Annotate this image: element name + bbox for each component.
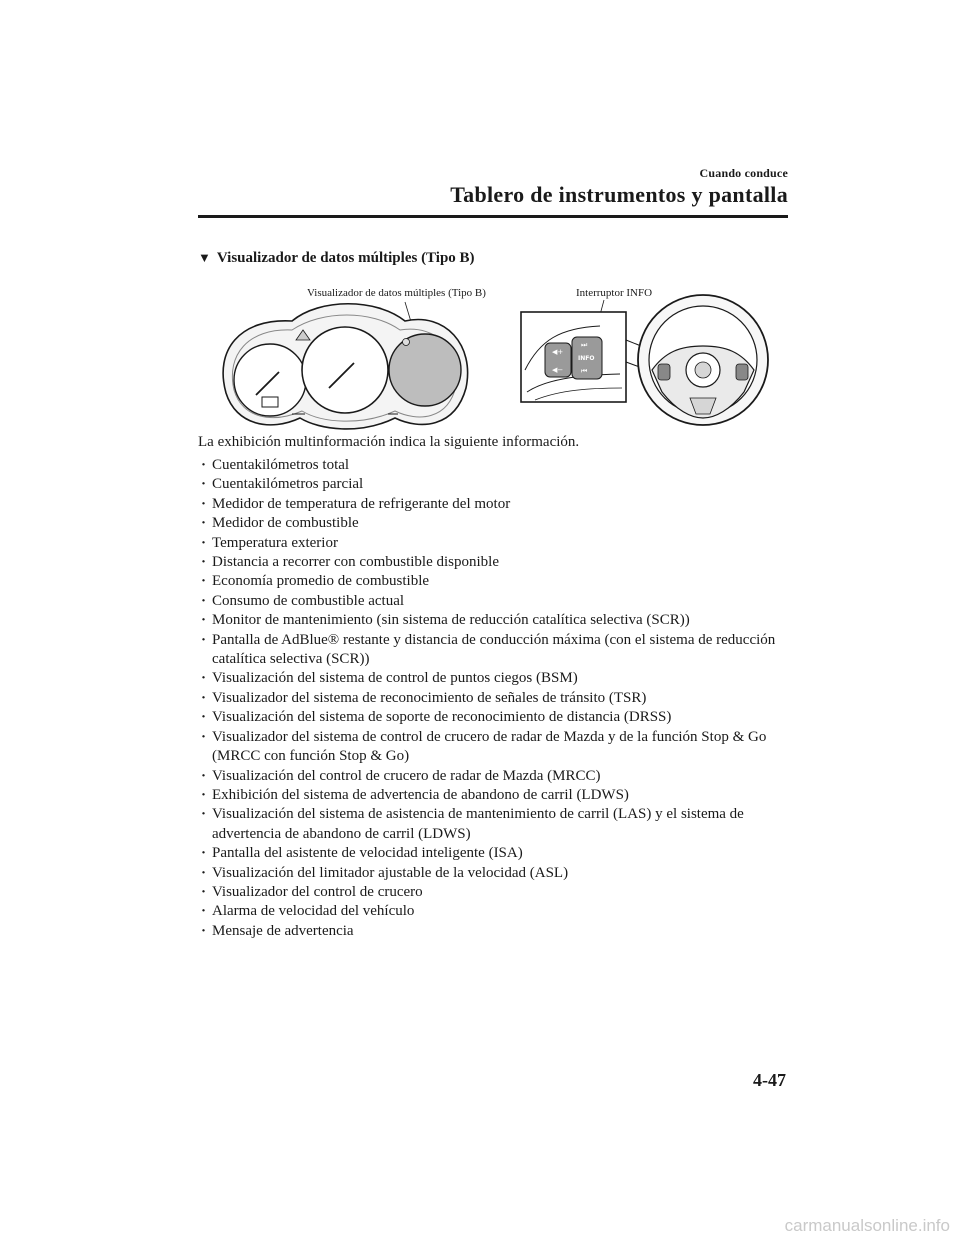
steering-wheel xyxy=(638,295,768,425)
list-item: · Cuentakilómetros parcial xyxy=(198,475,798,494)
figure-label-info-switch: Interruptor INFO xyxy=(576,287,653,299)
watermark: carmanualsonline.info xyxy=(784,1216,950,1235)
intro-text: La exhibición multinformación indica la siguiente información. xyxy=(198,434,580,450)
left-gauge-window xyxy=(262,397,278,407)
list-item: · Cuentakilómetros total xyxy=(198,456,798,475)
wheel-switch-right xyxy=(736,364,748,380)
list-item: · Visualizador del sistema de control de crucero de radar de Mazda y de la función Stop & Go (MRCC con función Stop & Go) xyxy=(198,728,798,767)
list-item: · Exhibición del sistema de advertencia de abandono de carril (LDWS) xyxy=(198,786,798,805)
list-item: · Pantalla del asistente de velocidad inteligente (ISA) xyxy=(198,844,798,863)
figure-label-display: Visualizador de datos múltiples (Tipo B) xyxy=(307,287,486,299)
instrument-cluster xyxy=(223,304,467,429)
list-item: · Visualización del sistema de soporte de reconocimiento de distancia (DRSS) xyxy=(198,708,798,727)
speedometer-gauge xyxy=(302,327,388,413)
list-item: · Visualizador del control de crucero xyxy=(198,883,798,902)
svg-text:⏮: ⏮ xyxy=(581,367,588,375)
list-item: · Alarma de velocidad del vehículo xyxy=(198,902,798,921)
list-item: · Distancia a recorrer con combustible disponible xyxy=(198,553,798,572)
section-heading-text: Visualizador de datos múltiples (Tipo B) xyxy=(216,250,475,266)
svg-text:◀+: ◀+ xyxy=(552,348,564,356)
list-item: · Monitor de mantenimiento (sin sistema de reducción catalítica selectiva (SCR)) xyxy=(198,611,798,630)
list-item: · Visualización del limitador ajustable de la velocidad (ASL) xyxy=(198,864,798,883)
page-number: 4-47 xyxy=(753,1070,786,1090)
list-item: · Visualización del sistema de control de puntos ciegos (BSM) xyxy=(198,669,798,688)
multi-info-display xyxy=(389,334,461,406)
section-title: Tablero de instrumentos y pantalla xyxy=(450,182,788,207)
list-item: · Visualización del sistema de asistencia de mantenimiento de carril (LAS) y el sistema de advertencia de abandono de carril (LDWS) xyxy=(198,805,798,844)
wheel-switch-left xyxy=(658,364,670,380)
svg-text:⏭: ⏭ xyxy=(581,341,588,349)
list-item: · Medidor de temperatura de refrigerante del motor xyxy=(198,495,798,514)
list-item: · Pantalla de AdBlue® restante y distancia de conducción máxima (con el sistema de reducción catalítica selectiva (SCR)) xyxy=(198,631,798,670)
chapter-label: Cuando conduce xyxy=(699,166,788,180)
list-item: · Economía promedio de combustible xyxy=(198,572,798,591)
svg-text:◀−: ◀− xyxy=(552,366,564,374)
list-item: · Temperatura exterior xyxy=(198,534,798,553)
info-item-list xyxy=(198,456,798,941)
list-item: · Consumo de combustible actual xyxy=(198,592,798,611)
list-item: · Mensaje de advertencia xyxy=(198,922,798,941)
list-item: · Medidor de combustible xyxy=(198,514,798,533)
triangle-marker-icon: ▼ xyxy=(198,250,211,265)
list-item: · Visualización del control de crucero de radar de Mazda (MRCC) xyxy=(198,767,798,786)
instrument-cluster-figure xyxy=(0,0,960,440)
list-item: · Visualizador del sistema de reconocimiento de señales de tránsito (TSR) xyxy=(198,689,798,708)
steering-switch-inset xyxy=(521,312,626,402)
info-switch-button-text: INFO xyxy=(578,355,595,362)
